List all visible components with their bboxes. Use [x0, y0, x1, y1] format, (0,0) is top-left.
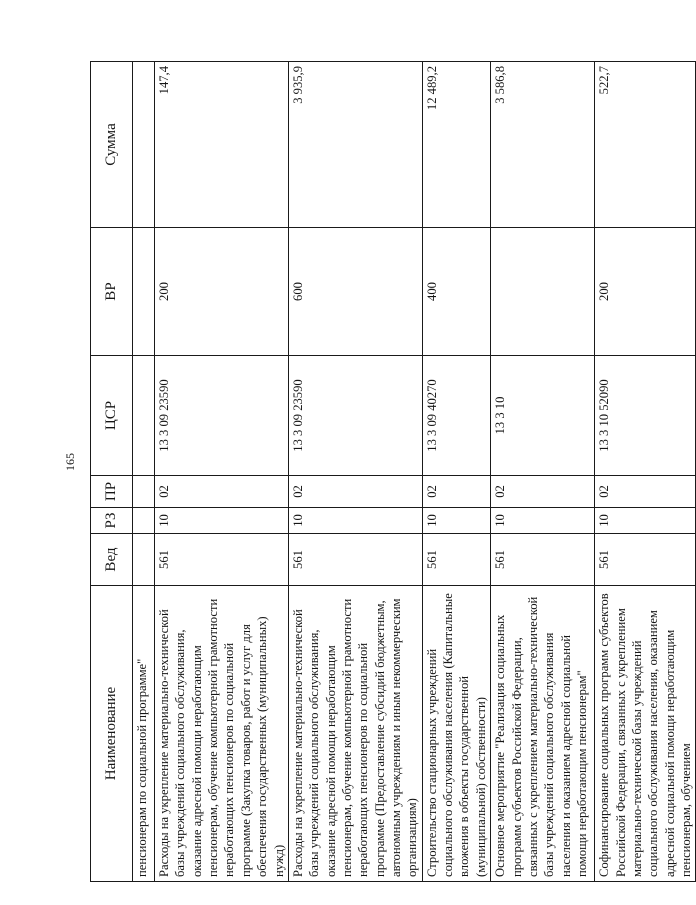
header-csr: ЦСР: [91, 356, 133, 476]
table-row-continuation: [133, 62, 155, 882]
row-sum: 3 586,8: [491, 62, 595, 228]
row-rz: 10: [288, 508, 422, 534]
row-rz: 10: [422, 508, 490, 534]
row-pr: 02: [491, 476, 595, 508]
row-csr: 13 3 10: [491, 356, 595, 476]
row-vr: 200: [155, 228, 289, 356]
row-pr: 02: [155, 476, 289, 508]
row-pr: 02: [288, 476, 422, 508]
budget-table: [90, 61, 696, 882]
row-csr: 13 3 09 40270: [422, 356, 490, 476]
row-vr: [491, 228, 595, 356]
row-ved: 561: [422, 534, 490, 586]
table-row: [422, 62, 490, 882]
row-sum: 12 489,2: [422, 62, 490, 228]
continuation-text: пенсионерам по социальной программе": [133, 586, 155, 882]
table-row: [288, 62, 422, 882]
row-pr: 02: [595, 476, 696, 508]
row-csr: 13 3 09 23590: [155, 356, 289, 476]
header-pr: ПР: [91, 476, 133, 508]
header-rz: РЗ: [91, 508, 133, 534]
row-sum: 147,4: [155, 62, 289, 228]
table-row: [595, 62, 696, 882]
rotated-table-container: [90, 62, 693, 882]
row-sum: 522,7: [595, 62, 696, 228]
row-vr: 200: [595, 228, 696, 356]
row-ved: 561: [288, 534, 422, 586]
row-rz: 10: [595, 508, 696, 534]
row-rz: 10: [155, 508, 289, 534]
table-header-row: [91, 62, 133, 882]
row-sum: 3 935,9: [288, 62, 422, 228]
table-row: [491, 62, 595, 882]
row-pr: 02: [422, 476, 490, 508]
row-csr: 13 3 09 23590: [288, 356, 422, 476]
page-number: 165: [62, 453, 77, 471]
row-ved: 561: [155, 534, 289, 586]
row-ved: 561: [491, 534, 595, 586]
row-name: Расходы на укрепление материально-технической базы учреждений социального обслуживания, оказание адресной помощи неработающим пенсионерам, обучение компьютерной грамотности неработающих пенсионеров по социальной программе (Закупка товаров, работ и услуг для обеспечения государственных (муниципальных) нужд): [155, 586, 289, 882]
row-vr: 600: [288, 228, 422, 356]
header-sum: Сумма: [91, 62, 133, 228]
row-name: Софинансирование социальных программ субъектов Российской Федерации, связанных с укреплением материально-технической базы учреждений социального обслуживания населения, оказанием адресной социальной помощи неработающим пенсионерам, обучением: [595, 586, 696, 882]
row-ved: 561: [595, 534, 696, 586]
header-name: Наименование: [91, 586, 133, 882]
row-name: Расходы на укрепление материально-технической базы учреждений социального обслуживания, оказание адресной помощи неработающим пенсионерам, обучение компьютерной грамотности неработающих пенсионеров по социальной программе (Предоставление субсидий бюджетным, автономным учреждениям и иным некоммерческим организациям): [288, 586, 422, 882]
row-vr: 400: [422, 228, 490, 356]
row-csr: 13 3 10 52090: [595, 356, 696, 476]
row-name: Строительство стационарных учреждений социального обслуживания населения (Капитальные вложения в объекты государственной (муниципальной) собственности): [422, 586, 490, 882]
table-row: [155, 62, 289, 882]
row-name: Основное мероприятие "Реализация социальных программ субъектов Российской Федерации, связанных с укреплением материально-технической базы учреждений социального обслуживания населения и оказанием адресной социальной помощи неработающим пенсионерам": [491, 586, 595, 882]
row-rz: 10: [491, 508, 595, 534]
header-ved: Вед: [91, 534, 133, 586]
header-vr: ВР: [91, 228, 133, 356]
